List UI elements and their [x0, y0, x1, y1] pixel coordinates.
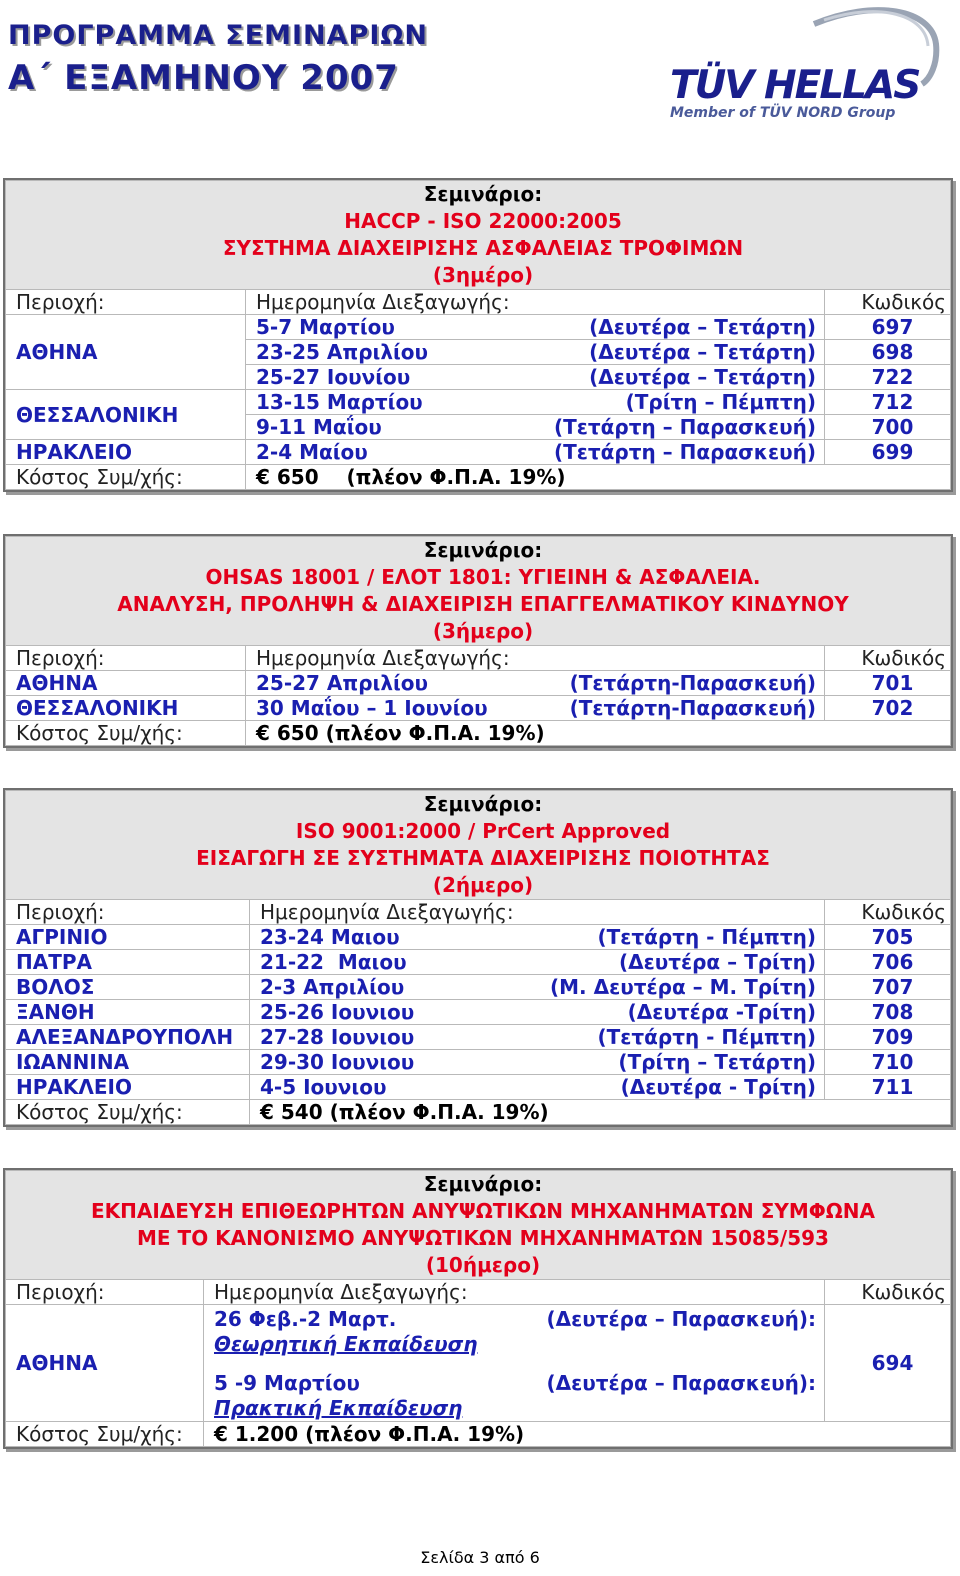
cost-value: € 1.200 (πλέον Φ.Π.Α. 19%) [204, 1422, 951, 1447]
date-cell: 23-24 Μαιου [260, 925, 400, 949]
logo-subtitle: Member of TÜV NORD Group [670, 105, 896, 121]
code-label: Κωδικός [825, 1280, 951, 1305]
days-cell: (Τετάρτη – Παρασκευή) [553, 415, 816, 439]
table-row [6, 1000, 951, 1025]
date-cell: 21-22 Μαιου [260, 950, 407, 974]
date-cell: 2-4 Μαίου [256, 440, 368, 464]
code-cell: 710 [824, 1050, 950, 1075]
date-cell: 25-26 Ιουνιου [260, 1000, 415, 1024]
date-label: Ημερομηνία Διεξαγωγής: [204, 1280, 825, 1305]
seminar-block-iso9001 [3, 788, 953, 1127]
table-row [6, 315, 951, 340]
code-cell: 702 [825, 696, 951, 721]
table-row [6, 440, 951, 465]
training-type: Θεωρητική Εκπαίδευση [214, 1332, 478, 1356]
cost-row [6, 721, 951, 746]
date-label: Ημερομηνία Διεξαγωγής: [250, 900, 825, 925]
table-row [6, 950, 951, 975]
date-cell: 25-27 Ιουνίου [256, 365, 411, 389]
cost-label: Κόστος Συμ/χής: [6, 1422, 204, 1447]
table-row [6, 925, 951, 950]
date-cell: 29-30 Ιουνιου [260, 1050, 415, 1074]
days-cell: (Τρίτη – Τετάρτη) [618, 1050, 816, 1074]
days-cell: (Δευτέρα – Παρασκευή): [546, 1371, 816, 1395]
code-cell: 708 [824, 1000, 950, 1025]
code-cell: 709 [824, 1025, 950, 1050]
date-cell: 23-25 Απριλίου [256, 340, 429, 364]
code-cell: 698 [825, 340, 951, 365]
seminar-block-lifting [3, 1168, 953, 1449]
code-cell: 706 [824, 950, 950, 975]
seminar-block-haccp [3, 178, 953, 492]
days-cell: (Τετάρτη-Παρασκευή) [569, 696, 816, 720]
code-cell: 711 [824, 1075, 950, 1100]
days-cell: (Τετάρτη - Πέμπτη) [597, 1025, 816, 1049]
code-cell: 705 [824, 925, 950, 950]
date-cell: 5-7 Μαρτίου [256, 315, 395, 339]
code-label: Κωδικός [824, 900, 950, 925]
city-cell: ΑΓΡΙΝΙΟ [6, 925, 250, 950]
table-row [6, 1075, 951, 1100]
code-cell: 707 [824, 975, 950, 1000]
days-cell: (Δευτέρα – Τετάρτη) [589, 315, 816, 339]
table-row [6, 671, 951, 696]
date-cell: 13-15 Μαρτίου [256, 390, 423, 414]
page-title-line1: ΠΡΟΓΡΑΜΜΑ ΣΕΜΙΝΑΡΙΩΝ [8, 20, 428, 51]
days-cell: (Δευτέρα – Τρίτη) [618, 950, 816, 974]
date-label: Ημερομηνία Διεξαγωγής: [246, 290, 825, 315]
code-cell: 722 [825, 365, 951, 390]
cost-label: Κόστος Συμ/χής: [6, 1100, 250, 1125]
days-cell: (Δευτέρα - Τρίτη) [620, 1075, 816, 1099]
seminar-heading: Σεμινάριο: OHSAS 18001 / ΕΛΟΤ 1801: ΥΓΙΕΙΝΗ & ΑΣΦΑΛΕΙΑ. ΑΝΑΛΥΣΗ, ΠΡΟΛΗΨΗ & ΔΙΑΧΕΙΡΙΣΗ ΕΠΑΓΓΕΛΜΑΤΙΚΟΥ ΚΙΝΔΥΝΟΥ (3ήμερο) [6, 537, 951, 646]
days-cell: (Τετάρτη - Πέμπτη) [597, 925, 816, 949]
cost-row [6, 1422, 951, 1447]
date-cell: 26 Φεβ.-2 Μαρτ. [214, 1307, 397, 1331]
city-cell: ΘΕΣΣΑΛΟΝΙΚΗ [6, 696, 246, 721]
date-cell: 2-3 Απριλίου [260, 975, 405, 999]
city-cell: ΞΑΝΘΗ [6, 1000, 250, 1025]
table-row [6, 1305, 951, 1422]
date-label: Ημερομηνία Διεξαγωγής: [246, 646, 825, 671]
city-cell: ΒΟΛΟΣ [6, 975, 250, 1000]
date-cell: 25-27 Απριλίου [256, 671, 429, 695]
training-type: Πρακτική Εκπαίδευση [214, 1396, 463, 1420]
area-label: Περιοχή: [6, 290, 246, 315]
seminar-heading: Σεμινάριο: HACCP - ISO 22000:2005 ΣΥΣΤΗΜΑ ΔΙΑΧΕΙΡΙΣΗΣ ΑΣΦΑΛΕΙΑΣ ΤΡΟΦΙΜΩΝ (3ημέρο) [6, 181, 951, 290]
page-footer: Σελίδα 3 από 6 [420, 1548, 540, 1567]
seminar-block-ohsas [3, 534, 953, 748]
date-cell: 30 Μαΐου – 1 Ιουνίου [256, 696, 488, 720]
days-cell: (Δευτέρα – Τετάρτη) [589, 340, 816, 364]
page-title-line2: Α΄ ΕΞΑΜΗΝΟΥ 2007 [8, 58, 399, 98]
code-cell: 694 [825, 1305, 951, 1422]
city-cell: ΗΡΑΚΛΕΙΟ [6, 1075, 250, 1100]
city-cell: ΑΘΗΝΑ [6, 671, 246, 696]
days-cell: (Τετάρτη-Παρασκευή) [569, 671, 816, 695]
seminar-heading: Σεμινάριο: ΕΚΠΑΙΔΕΥΣΗ ΕΠΙΘΕΩΡΗΤΩΝ ΑΝΥΨΩΤΙΚΩΝ ΜΗΧΑΝΗΜΑΤΩΝ ΣΥΜΦΩΝΑ ΜΕ ΤΟ ΚΑΝΟΝΙΣΜΟ ΑΝΥΨΩΤΙΚΩΝ ΜΗΧΑΝΗΜΑΤΩΝ 15085/593 (10ήμερο) [6, 1171, 951, 1280]
code-cell: 699 [825, 440, 951, 465]
logo-text: TÜV HELLAS [670, 63, 920, 108]
days-cell: (Τετάρτη – Παρασκευή) [553, 440, 816, 464]
table-row [6, 975, 951, 1000]
days-cell: (Δευτέρα -Τρίτη) [627, 1000, 816, 1024]
code-cell: 697 [825, 315, 951, 340]
code-label: Κωδικός [825, 290, 951, 315]
cost-value: € 540 (πλέον Φ.Π.Α. 19%) [250, 1100, 951, 1125]
cost-row [6, 465, 951, 490]
table-row [6, 390, 951, 415]
cost-value: € 650 (πλέον Φ.Π.Α. 19%) [246, 721, 951, 746]
area-label: Περιοχή: [6, 646, 246, 671]
cost-row [6, 1100, 951, 1125]
date-cell: 4-5 Ιουνιου [260, 1075, 387, 1099]
seminar-heading: Σεμινάριο: ISO 9001:2000 / PrCert Approved ΕΙΣΑΓΩΓΗ ΣΕ ΣΥΣΤΗΜΑΤΑ ΔΙΑΧΕΙΡΙΣΗΣ ΠΟΙΟΤΗΤΑΣ (2ήμερο) [6, 791, 951, 900]
city-cell: ΑΘΗΝΑ [6, 315, 246, 390]
code-cell: 701 [825, 671, 951, 696]
cost-value: € 650 (πλέον Φ.Π.Α. 19%) [246, 465, 951, 490]
days-cell: (Δευτέρα – Τετάρτη) [589, 365, 816, 389]
table-row [6, 1050, 951, 1075]
cost-label: Κόστος Συμ/χής: [6, 721, 246, 746]
area-label: Περιοχή: [6, 1280, 204, 1305]
code-label: Κωδικός [825, 646, 951, 671]
date-cell: 9-11 Μαΐου [256, 415, 382, 439]
days-cell: (Μ. Δευτέρα – Μ. Τρίτη) [550, 975, 816, 999]
city-cell: ΑΛΕΞΑΝΔΡΟΥΠΟΛΗ [6, 1025, 250, 1050]
tuv-hellas-logo [664, 4, 948, 122]
table-row [6, 696, 951, 721]
days-cell: (Δευτέρα – Παρασκευή): [546, 1307, 816, 1331]
code-cell: 700 [825, 415, 951, 440]
area-label: Περιοχή: [6, 900, 250, 925]
city-cell: ΙΩΑΝΝΙΝΑ [6, 1050, 250, 1075]
date-cell: 5 -9 Μαρτίου [214, 1371, 360, 1395]
city-cell: ΑΘΗΝΑ [6, 1305, 204, 1422]
code-cell: 712 [825, 390, 951, 415]
cost-label: Κόστος Συμ/χής: [6, 465, 246, 490]
city-cell: ΘΕΣΣΑΛΟΝΙΚΗ [6, 390, 246, 440]
city-cell: ΠΑΤΡΑ [6, 950, 250, 975]
date-cell: 27-28 Ιουνιου [260, 1025, 415, 1049]
city-cell: ΗΡΑΚΛΕΙΟ [6, 440, 246, 465]
days-cell: (Τρίτη – Πέμπτη) [625, 390, 816, 414]
table-row [6, 1025, 951, 1050]
